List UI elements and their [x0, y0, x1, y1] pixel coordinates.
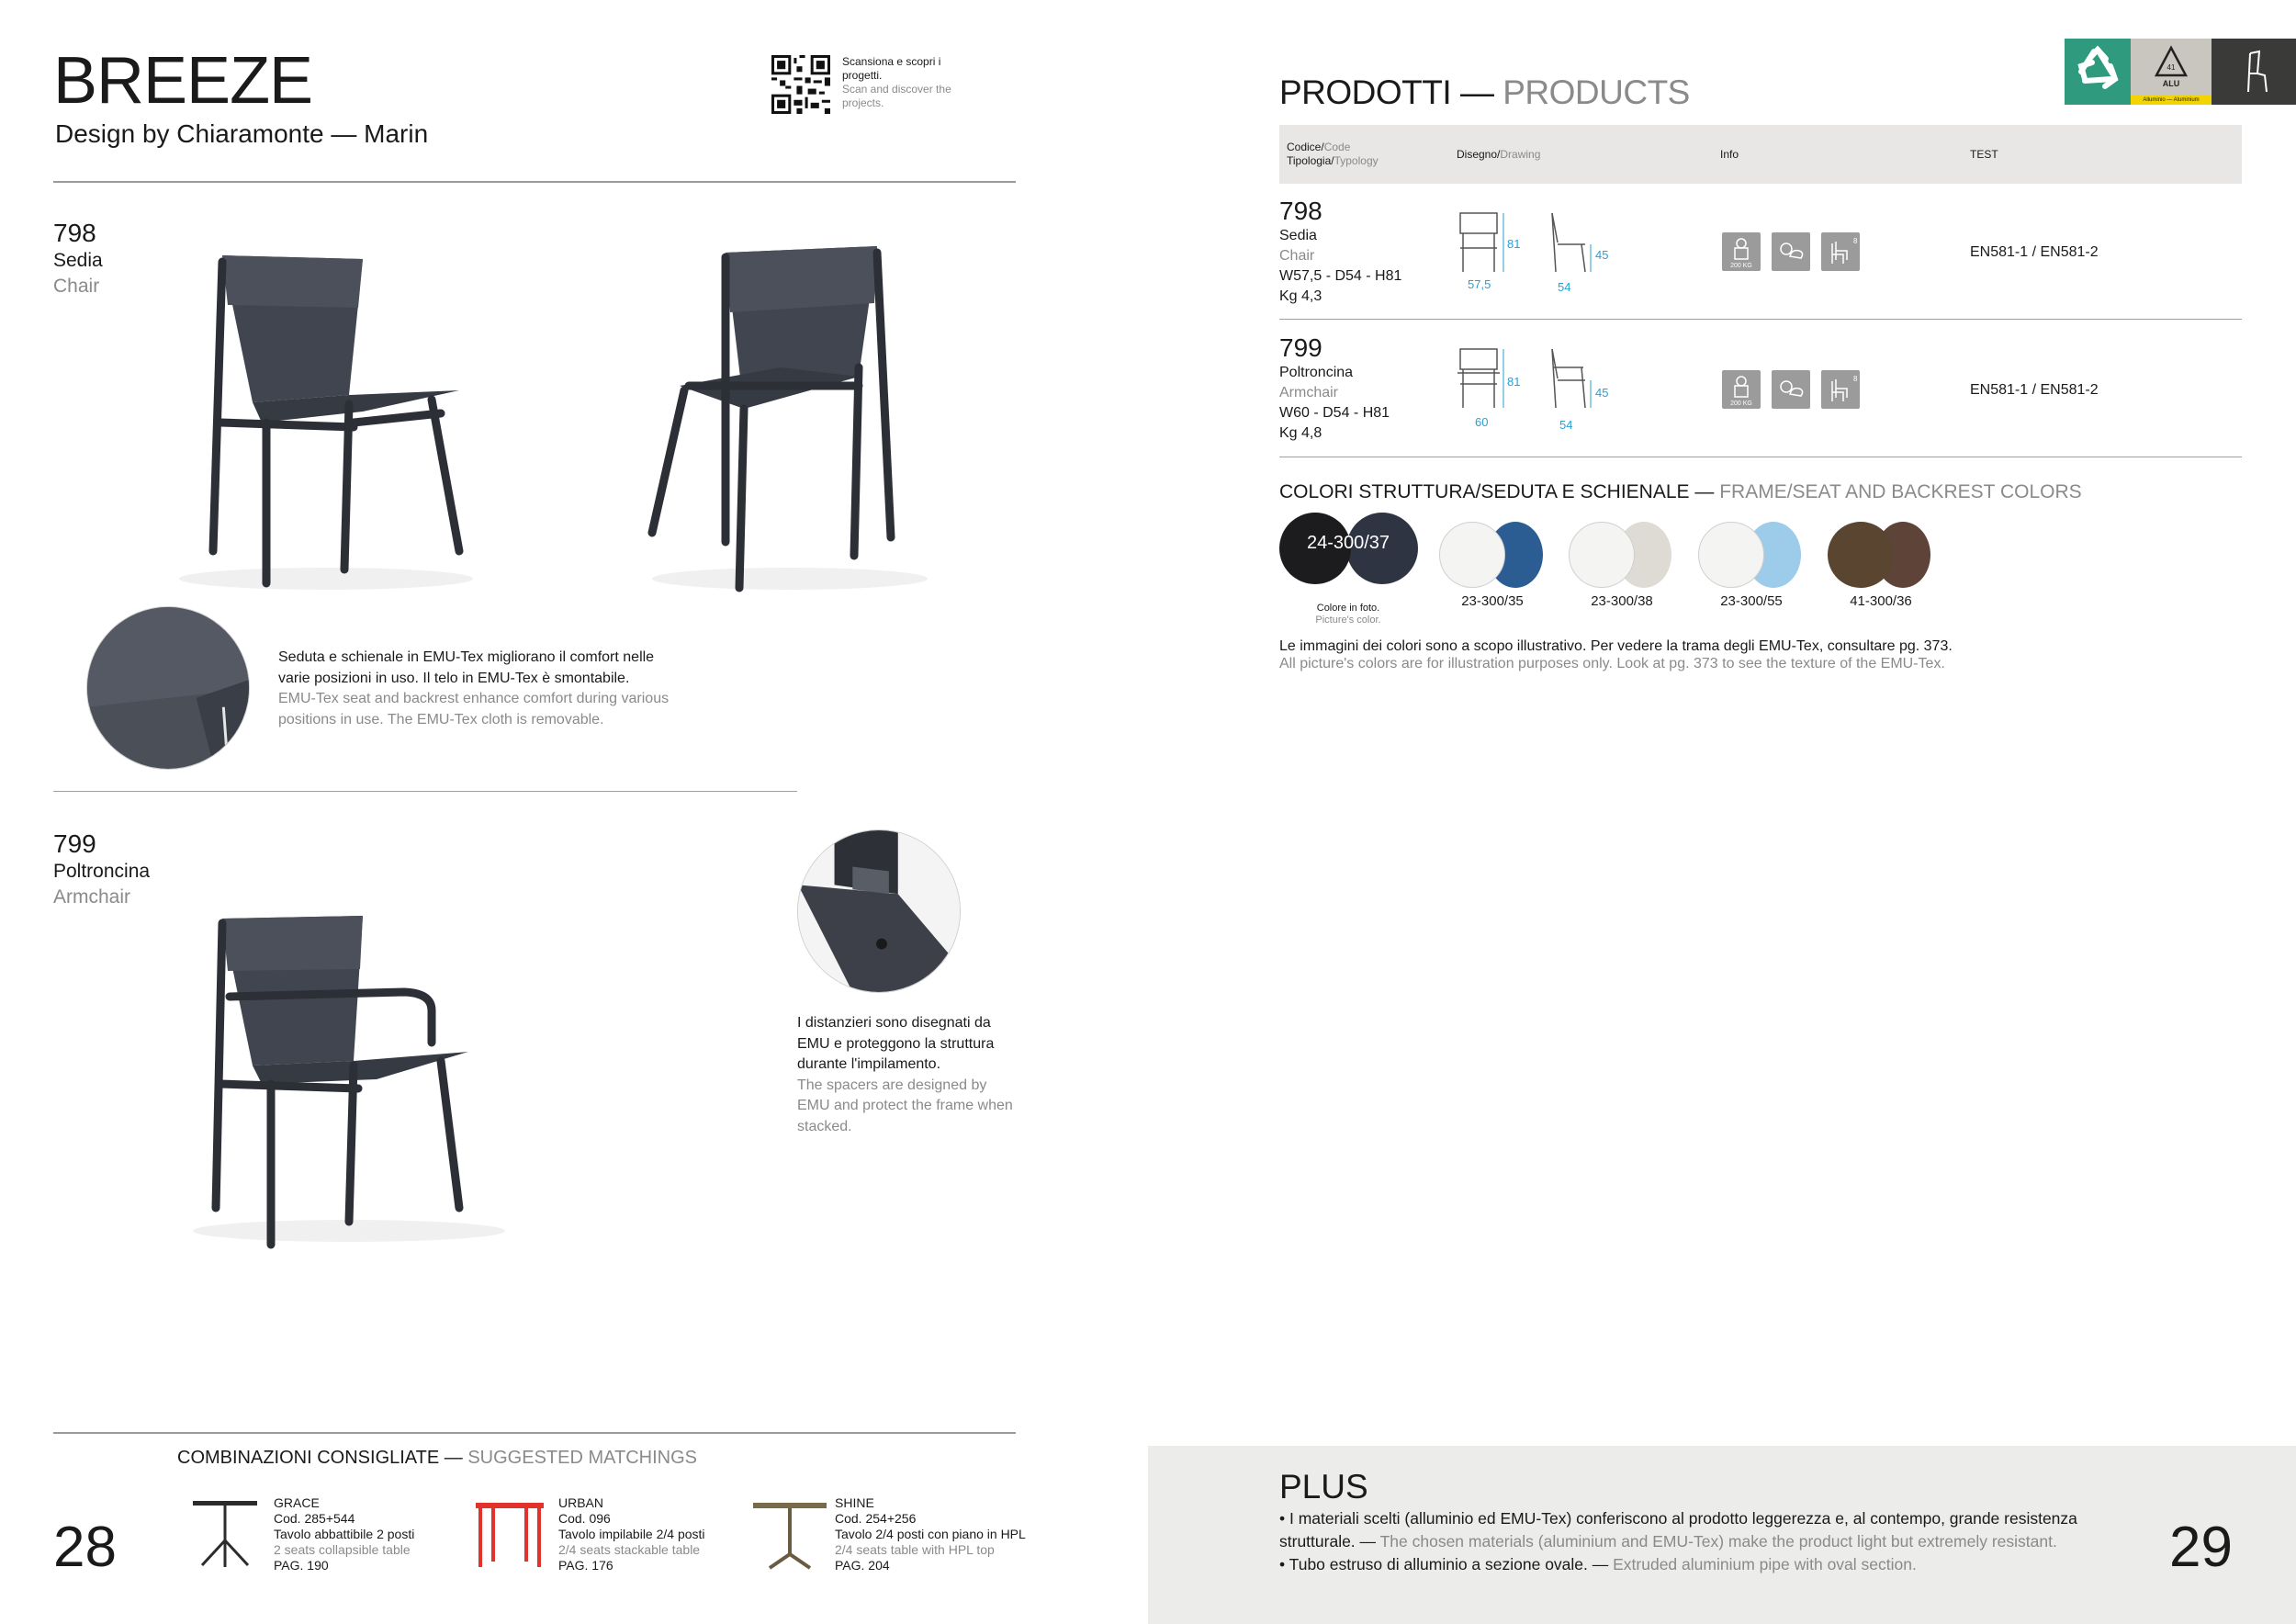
th-code: Codice/Code Tipologia/Typology [1287, 141, 1379, 167]
color-swatch-a[interactable] [1439, 522, 1505, 588]
note-799-it: I distanzieri sono disegnati da EMU e proteggono la struttura durante l'impilamento. [797, 1015, 995, 1072]
row-divider [1279, 319, 2242, 320]
match-page: PAG. 190 [274, 1558, 329, 1573]
match-en: 2/4 seats stackable table [558, 1542, 701, 1557]
recycle-icon [2065, 39, 2131, 105]
row-code: 799 [1279, 333, 1322, 362]
matching-title-en: SUGGESTED MATCHINGS [467, 1448, 697, 1468]
note-798-it: Seduta e schienale in EMU-Tex migliorano il comfort nelle varie posizioni in uso. Il telo in EMU-Tex è smontabile. [278, 649, 655, 686]
qr-code[interactable] [771, 55, 830, 114]
alu-strip: Alluminio — Aluminium [2131, 96, 2212, 105]
match-it: Tavolo 2/4 posti con piano in HPL [835, 1527, 1026, 1541]
drawing-798-side [1543, 209, 1598, 276]
match-it: Tavolo abbattibile 2 posti [274, 1527, 415, 1541]
colors-title-it: COLORI STRUTTURA/SEDUTA E SCHIENALE [1279, 481, 1690, 502]
chair-icon [2212, 39, 2296, 105]
qr-caption-en: Scan and discover the projects. [842, 83, 951, 109]
qr-caption [842, 55, 952, 110]
match-name: SHINE [835, 1495, 874, 1510]
drawing-798-front [1456, 209, 1511, 276]
matching-title-it: COMBINAZIONI CONSIGLIATE [177, 1448, 440, 1468]
dim-width: 57,5 [1468, 277, 1491, 291]
match-page: PAG. 204 [835, 1558, 890, 1573]
grace-table-icon[interactable] [188, 1499, 262, 1569]
fabric-detail-image [86, 606, 250, 770]
load-icon [1722, 232, 1761, 271]
product-code: 798 [53, 219, 96, 247]
stack-icon [1821, 232, 1860, 271]
products-title-it: PRODOTTI [1279, 73, 1452, 111]
brand-title: BREEZE [53, 44, 313, 118]
color-swatch-a[interactable] [1828, 522, 1894, 588]
colors-note [1279, 637, 1953, 672]
match-code: Cod. 285+544 [274, 1511, 355, 1526]
spacer-detail-image [797, 829, 961, 993]
armchair-799-image [165, 905, 533, 1254]
products-title-en: PRODUCTS [1503, 73, 1690, 111]
match-code: Cod. 254+256 [835, 1511, 917, 1526]
match-urban[interactable] [558, 1495, 705, 1573]
weather-icon [1772, 232, 1810, 271]
svg-text:8: 8 [1853, 237, 1858, 245]
match-name: GRACE [274, 1495, 320, 1510]
product-name: Poltroncina [53, 861, 151, 882]
bottom-divider [53, 1432, 1016, 1434]
designer-subtitle: Design by Chiaramonte — Marin [55, 119, 429, 148]
row-798-info [1279, 197, 1401, 307]
row-name: Poltroncina [1279, 365, 1354, 380]
match-shine[interactable] [835, 1495, 1026, 1573]
color-swatch-label: 23-300/38 [1591, 593, 1653, 609]
stack-icon [1821, 370, 1860, 409]
weather-icon [1772, 370, 1810, 409]
product-name-en: Chair [53, 276, 100, 297]
page-number-right: 29 [2169, 1516, 2233, 1579]
dim-depth: 54 [1558, 280, 1571, 294]
colors-note-en: All picture's colors are for illustration purposes only. Look at pg. 373 to see the texture of the EMU-Tex. [1279, 656, 1945, 671]
qr-caption-it: Scansiona e scopri i progetti. [842, 55, 941, 82]
row-name: Sedia [1279, 228, 1317, 243]
svg-text:41: 41 [2167, 63, 2176, 72]
color-swatch-label-inner: 24-300/37 [1306, 533, 1390, 553]
match-name: URBAN [558, 1495, 604, 1510]
chair-798-front-image [165, 239, 487, 597]
recycle-badge [2065, 39, 2131, 105]
note-799 [797, 1013, 1018, 1137]
row-code: 798 [1279, 197, 1322, 225]
plus-text [1279, 1507, 2106, 1576]
photo-color-caption: Colore in foto. Picture's color. [1315, 603, 1381, 626]
dim-width: 60 [1475, 415, 1489, 429]
match-page: PAG. 176 [558, 1558, 613, 1573]
row-dims: W60 - D54 - H81 [1279, 405, 1390, 421]
match-code: Cod. 096 [558, 1511, 611, 1526]
top-divider [53, 181, 1016, 183]
match-en: 2 seats collapsible table [274, 1542, 411, 1557]
note-798-en: EMU-Tex seat and backrest enhance comfort during various positions in use. The EMU-Tex cloth is removable. [278, 691, 670, 727]
color-swatch-label: 23-300/35 [1461, 593, 1524, 609]
page-number-left: 28 [53, 1516, 117, 1579]
match-en: 2/4 seats table with HPL top [835, 1542, 995, 1557]
row-799-info [1279, 333, 1390, 444]
note-799-en: The spacers are designed by EMU and protect the frame when stacked. [797, 1077, 1013, 1134]
drawing-799-side [1543, 345, 1598, 412]
product-name: Sedia [53, 250, 103, 271]
chair-798-side-image [634, 239, 937, 597]
product-code: 799 [53, 829, 96, 858]
alu-label: ALU [2162, 79, 2180, 88]
colors-note-it: Le immagini dei colori sono a scopo illustrativo. Per vedere la trama degli EMU-Tex, consultare pg. 373. [1279, 638, 1953, 654]
row-weight: Kg 4,3 [1279, 288, 1322, 304]
color-swatch-label: 41-300/36 [1850, 593, 1912, 609]
th-drawing: Disegno/Drawing [1457, 147, 1541, 161]
plus-bullet-2: • Tubo estruso di alluminio a sezione ovale. — Extruded aluminium pipe with oval section. [1279, 1555, 1917, 1573]
colors-title-en: FRAME/SEAT AND BACKREST COLORS [1719, 481, 2082, 502]
row-test: EN581-1 / EN581-2 [1970, 382, 2099, 398]
color-swatch-a[interactable] [1569, 522, 1635, 588]
drawing-799-front [1456, 345, 1511, 412]
dim-depth: 54 [1559, 418, 1573, 432]
dim-height: 81 [1507, 375, 1521, 389]
row-name-en: Armchair [1279, 385, 1339, 400]
load-icon [1722, 370, 1761, 409]
shine-table-icon[interactable] [751, 1499, 828, 1571]
row-name-en: Chair [1279, 248, 1315, 264]
match-it: Tavolo impilabile 2/4 posti [558, 1527, 705, 1541]
product-798-heading [53, 219, 103, 299]
plus-title: PLUS [1279, 1468, 1368, 1506]
plus-bullet-1: • I materiali scelti (alluminio ed EMU-Tex) conferiscono al prodotto leggerezza e, al contempo, grande resistenza strutturale. — The chosen materials (aluminium and EMU-Tex) make the product light but extremely resistant. [1279, 1509, 2077, 1551]
alu-recycle-icon [2131, 39, 2212, 96]
urban-table-icon[interactable] [473, 1501, 546, 1569]
row-dims: W57,5 - D54 - H81 [1279, 268, 1402, 284]
color-swatch-a[interactable] [1698, 522, 1764, 588]
colors-title: COLORI STRUTTURA/SEDUTA E SCHIENALE — FRAME/SEAT AND BACKREST COLORS [1279, 481, 2082, 502]
products-title: PRODOTTI — PRODUCTS [1279, 73, 1690, 111]
dim-seat: 45 [1595, 248, 1609, 262]
row-weight: Kg 4,8 [1279, 425, 1322, 441]
svg-text:8: 8 [1853, 375, 1858, 383]
color-swatch-label: 23-300/55 [1720, 593, 1783, 609]
svg-text:200 KG: 200 KG [1730, 263, 1752, 269]
mid-divider [53, 791, 797, 792]
th-test: TEST [1970, 147, 1998, 161]
svg-text:200 KG: 200 KG [1730, 400, 1752, 407]
th-info: Info [1720, 147, 1739, 161]
product-799-heading [53, 829, 150, 910]
dim-seat: 45 [1595, 386, 1609, 400]
dim-height: 81 [1507, 237, 1521, 251]
match-grace[interactable] [274, 1495, 414, 1573]
chair-badge [2212, 39, 2296, 105]
row-test: EN581-1 / EN581-2 [1970, 244, 2099, 260]
matching-title: COMBINAZIONI CONSIGLIATE — SUGGESTED MATCHINGS [177, 1448, 697, 1468]
note-798 [278, 648, 682, 730]
table-header [1279, 125, 2242, 184]
product-name-en: Armchair [53, 886, 131, 908]
